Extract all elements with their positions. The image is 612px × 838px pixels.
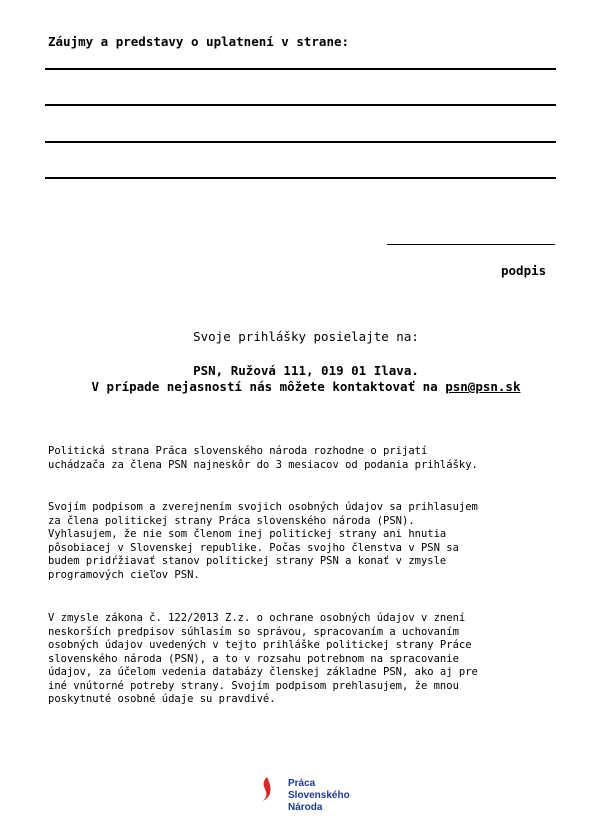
answer-line-4[interactable] xyxy=(45,177,556,179)
contact-prefix: V prípade nejasností nás môžete kontaktovať na xyxy=(91,379,438,394)
paragraph-declaration: Svojím podpisom a zverejnením svojich osobných údajov sa prihlasujem za člena politickej strany Práca slovenského národa (PSN). Vyhlasujem, že nie som členom inej politickej strany ani hnutia pôsobiacej v Slovenskej republike. Počas svojho členstva v PSN sa budem pridŕžiavať stanov politickej strany PSN a konať v zmysle programových cieľov PSN. xyxy=(48,501,478,581)
contact-email-link[interactable]: psn@psn.sk xyxy=(445,379,521,394)
signature-line[interactable] xyxy=(387,244,555,245)
signature-label: podpis xyxy=(501,263,547,278)
logo-flame-icon xyxy=(263,777,270,801)
answer-line-2[interactable] xyxy=(45,104,556,106)
paragraph-gdpr: V zmysle zákona č. 122/2013 Z.z. o ochrane osobných údajov v znení neskorších predpisov súhlasím so správou, spracovaním a uchovaním osobných údajov uvedených v tejto prihláške politickej strany Práce slovenského národa (PSN), a to v rozsahu potrebnom na spracovanie údajov, za účelom vedenia databázy členskej základne PSN, ako aj pre iné vnútorné potreby strany. Svojím podpisom prehlasujem, že mnou poskytnuté osobné údaje su pravdivé. xyxy=(48,612,478,705)
party-logo-text: Práca Slovenského Národa xyxy=(288,778,350,813)
submit-intro: Svoje prihlášky posielajte na: xyxy=(193,329,419,344)
answer-line-3[interactable] xyxy=(45,141,556,143)
paragraph-admission: Politická strana Práca slovenského národa rozhodne o prijatí uchádzača za člena PSN najneskôr do 3 mesiacov od podania prihlášky. xyxy=(48,445,478,471)
interests-label: Záujmy a predstavy o uplatnení v strane: xyxy=(48,34,350,49)
logo-ring-icon xyxy=(251,803,283,819)
answer-line-1[interactable] xyxy=(45,68,556,70)
submit-address: PSN, Ružová 111, 019 01 Ilava. xyxy=(193,363,419,378)
contact-line xyxy=(0,379,612,394)
